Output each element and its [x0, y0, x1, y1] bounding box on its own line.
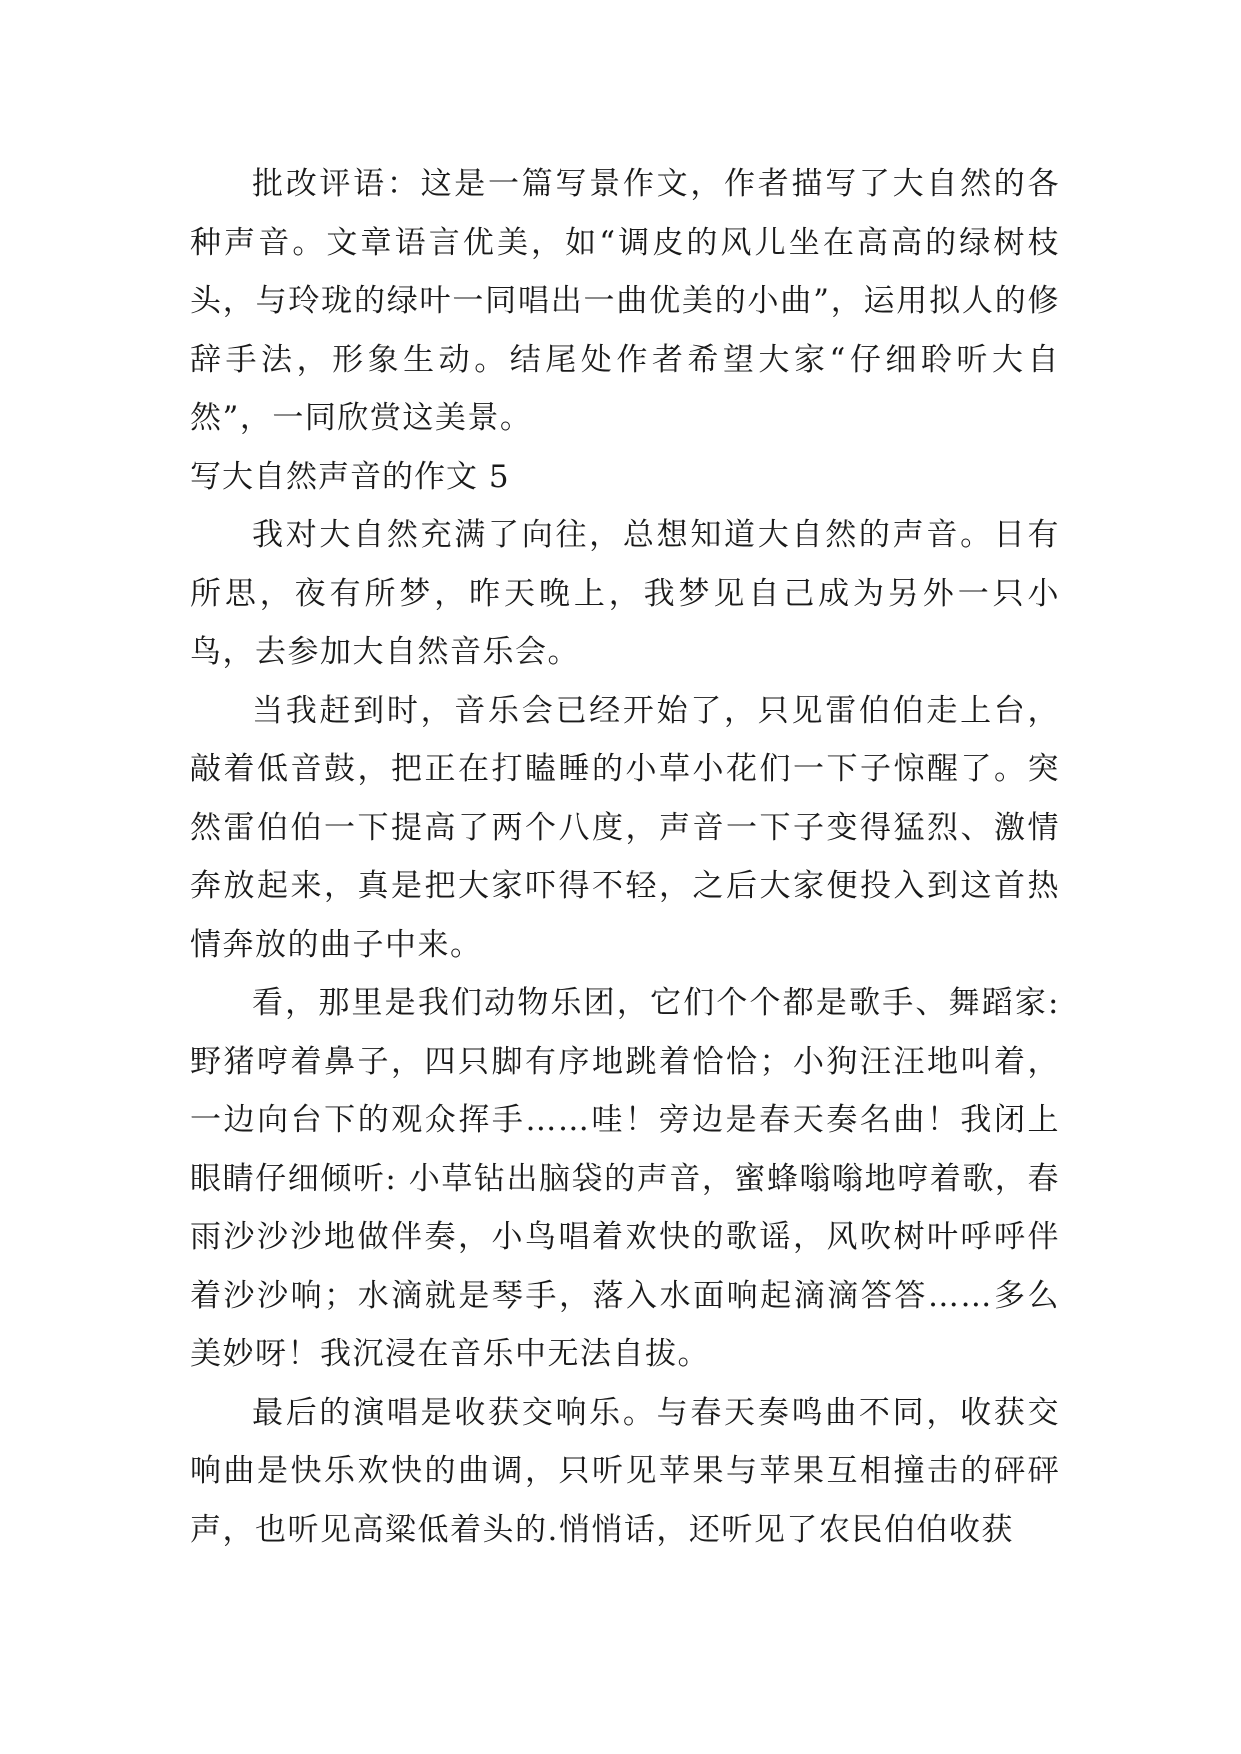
essay-paragraph-1: 我对大自然充满了向往，总想知道大自然的声音。日有所思，夜有所梦，昨天晚上，我梦见自己成为另外一只小鸟，去参加大自然音乐会。 — [190, 517, 1060, 670]
essay-paragraph-4: 最后的演唱是收获交响乐。与春天奏鸣曲不同，收获交响曲是快乐欢快的曲调，只听见苹果与苹果互相撞击的砰砰声，也听见高粱低着头的.悄悄话，还听见了农民伯伯收获 — [190, 1394, 1060, 1548]
essay-heading: 写大自然声音的作文 5 — [190, 458, 510, 495]
essay-paragraph-2: 当我赶到时，音乐会已经开始了，只见雷伯伯走上台，敲着低音鼓，把正在打瞌睡的小草小花们一下子惊醒了。突然雷伯伯一下提高了两个八度，声音一下子变得猛烈、激情奔放起来，真是把大家吓得不轻，之后大家便投入到这首热情奔放的曲子中来。 — [190, 692, 1060, 963]
document-body — [190, 155, 1060, 1559]
comment-paragraph: 批改评语：这是一篇写景作文，作者描写了大自然的各种声音。文章语言优美，如“调皮的风儿坐在高高的绿树枝头，与玲珑的绿叶一同唱出一曲优美的小曲”，运用拟人的修辞手法，形象生动。结尾处作者希望大家“仔细聆听大自然”，一同欣赏这美景。 — [190, 166, 1060, 436]
essay-paragraph-3: 看，那里是我们动物乐团，它们个个都是歌手、舞蹈家:野猪哼着鼻子，四只脚有序地跳着恰恰；小狗汪汪地叫着，一边向台下的观众挥手……哇！旁边是春天奏名曲！我闭上眼睛仔细倾听: 小草钻出脑袋的声音，蜜蜂嗡嗡地哼着歌，春雨沙沙沙地做伴奏，小鸟唱着欢快的歌谣，风吹树叶呼呼伴着沙沙响；水滴就是琴手，落入水面响起滴滴答答……多么美妙呀！我沉浸在音乐中无法自拔。 — [190, 985, 1060, 1372]
